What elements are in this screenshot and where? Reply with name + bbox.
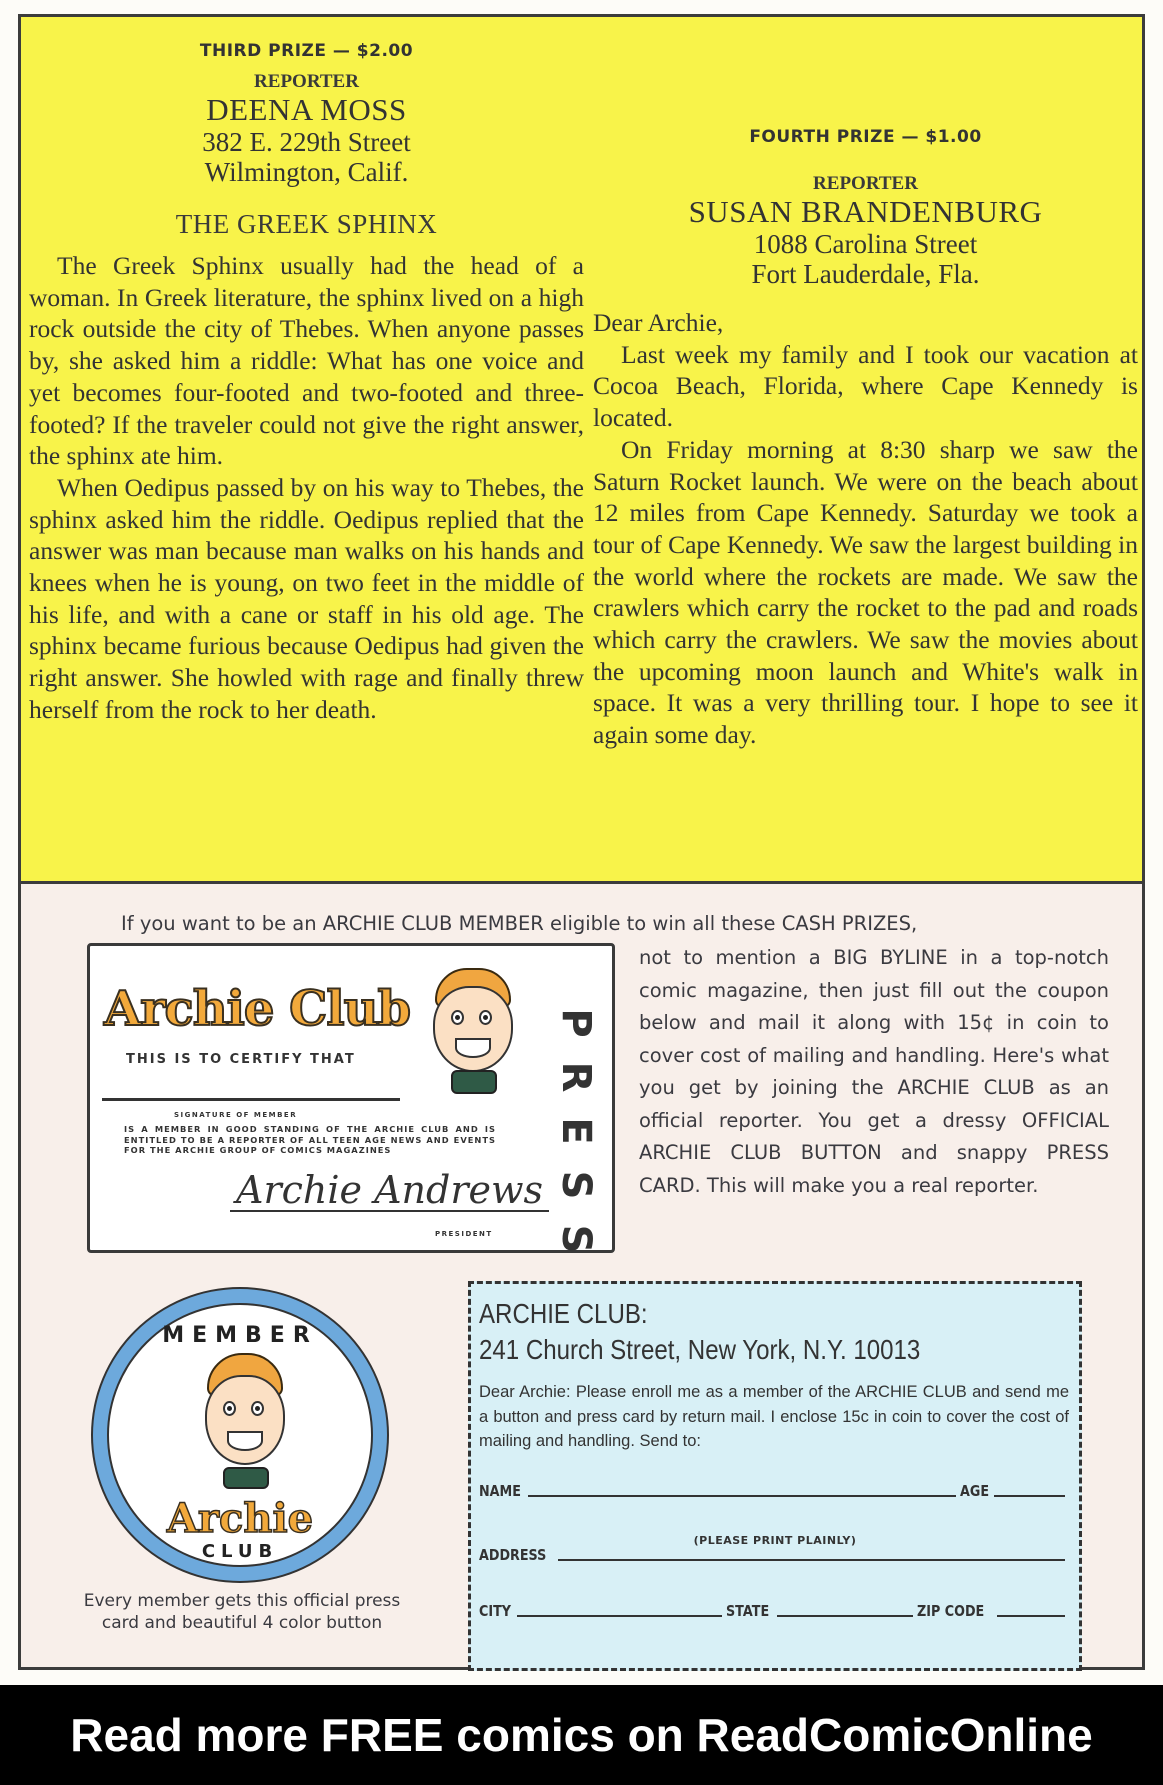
press-letter: P (553, 1008, 599, 1038)
coupon-mailing-address: 241 Church Street, New York, N.Y. 10013 (479, 1334, 921, 1365)
reporter-address-line1: 382 E. 229th Street (202, 127, 411, 157)
address-label: ADDRESS (479, 1546, 547, 1564)
member-button-bottom-text: CLUB (201, 1541, 279, 1562)
letter-salutation: Dear Archie, (593, 308, 724, 337)
coupon-message: Dear Archie: Please enroll me as a member of the ARCHIE CLUB and send me a button and press card by return mail. I enclose 15c in coin to cover the cost of mailing and handling. Send to: (479, 1383, 1069, 1450)
press-card-title: Archie Club (104, 981, 411, 1037)
letter-paragraph: On Friday morning at 8:30 sharp we saw the Saturn Rocket launch. We were on the beach about 12 miles from Cape Kennedy. Saturday we took a tour of Cape Kennedy. We saw the largest building in the world where the rockets are made. We saw the crawlers which carry the rocket to the pad and roads which carry the crawlers. We saw the movies about the upcoming moon launch and White's walk in space. It was a very thrilling tour. I hope to see it again some day. (593, 434, 1138, 750)
press-vertical-label (553, 996, 599, 1266)
press-letter: S (553, 1224, 599, 1254)
signature-label: SIGNATURE OF MEMBER (174, 1111, 298, 1119)
letter-paragraph: Last week my family and I took our vacation at Cocoa Beach, Florida, where Cape Kennedy is located. (593, 339, 1138, 433)
story-paragraph: The Greek Sphinx usually had the head of a woman. In Greek literature, the sphinx lived on a high rock outside the city of Thebes. When anyone passes by, she asked him a riddle: What has one voice and yet becomes four-footed and two-footed and three-footed? If the traveler could not give the right answer, the sphinx ate him. (29, 251, 584, 471)
reporter-label: REPORTER (254, 71, 359, 92)
age-field[interactable] (994, 1495, 1065, 1497)
reporter-name: DEENA MOSS (206, 92, 407, 127)
press-card (87, 943, 615, 1253)
press-letter: E (553, 1117, 599, 1145)
press-letter: S (553, 1170, 599, 1200)
name-field[interactable] (528, 1495, 955, 1497)
third-prize-column (29, 17, 584, 726)
prize-winners-panel (21, 17, 1142, 884)
reporter-name: SUSAN BRANDENBURG (688, 194, 1043, 229)
promo-body-text: not to mention a BIG BYLINE in a top-notch comic magazine, then just fill out the coupon below and mail it along with 15¢ in coin to cover cost of mailing and handling. Here's what you get by joining the ARCHIE CLUB as an official reporter. You get a dressy OFFICIAL ARCHIE CLUB BUTTON and snappy PRESS CARD. This will make you a real reporter. (639, 946, 1109, 1197)
caption-line: card and beautiful 4 color button (101, 1613, 383, 1633)
letter-body (593, 307, 1138, 751)
address-row (479, 1546, 1069, 1564)
member-button-badge (91, 1287, 389, 1583)
member-button-face (107, 1303, 373, 1567)
third-prize-heading: THIRD PRIZE — $2.00 (199, 41, 414, 61)
state-label: STATE (725, 1602, 770, 1620)
president-signature: Archie Andrews (230, 1170, 549, 1212)
promo-banner[interactable] (0, 1685, 1163, 1785)
name-age-row (479, 1482, 1069, 1500)
press-card-fine-print: IS A MEMBER IN GOOD STANDING OF THE ARCHIE CLUB AND IS ENTITLED TO BE A REPORTER OF ALL TEEN AGE NEWS AND EVENTS FOR THE ARCHIE GROUP OF COMICS MAGAZINES (124, 1124, 496, 1155)
fourth-prize-heading: FOURTH PRIZE — $1.00 (749, 127, 982, 147)
age-label: AGE (959, 1482, 989, 1500)
signature-line (102, 1098, 400, 1101)
zip-field[interactable] (997, 1615, 1065, 1617)
archie-face-icon (197, 1351, 292, 1491)
print-plainly-hint: (PLEASE PRINT PLAINLY) (693, 1534, 857, 1547)
comic-page (18, 14, 1145, 1670)
story-title: THE GREEK SPHINX (175, 209, 438, 239)
caption-line: Every member gets this official press (83, 1591, 401, 1611)
president-label: PRESIDENT (435, 1230, 493, 1238)
archie-club-ad (21, 884, 1142, 1667)
address-field[interactable] (558, 1559, 1065, 1561)
coupon-header (479, 1296, 920, 1368)
name-label: NAME (479, 1482, 521, 1500)
archie-face-icon (425, 966, 520, 1096)
state-field[interactable] (777, 1615, 914, 1617)
story-paragraph: When Oedipus passed by on his way to Thebes, the sphinx asked him the riddle. Oedipus replied that the answer was man because man walks on his hands and knees when he is young, on two feet in the middle of his life, and with a cane or staff in his old age. The sphinx became furious because Oedipus had given the right answer. She howled with rage and finally threw herself from the rock to her death. (29, 472, 584, 724)
member-button-brand: Archie (166, 1495, 314, 1542)
reporter-address-line1: 1088 Carolina Street (753, 229, 978, 259)
reporter-address-line2: Wilmington, Calif. (204, 157, 409, 187)
reporter-label: REPORTER (813, 173, 918, 194)
press-letter: R (553, 1061, 599, 1093)
promo-lead-text: If you want to be an ARCHIE CLUB MEMBER eligible to win all these CASH PRIZES, (121, 912, 918, 935)
member-button-top-text: MEMBER (162, 1323, 318, 1348)
fourth-prize-column (593, 17, 1138, 751)
banner-text: Read more FREE comics on ReadComicOnline (70, 1709, 1093, 1761)
city-field[interactable] (517, 1615, 722, 1617)
reporter-address-line2: Fort Lauderdale, Fla. (751, 259, 980, 289)
zip-label: ZIP CODE (917, 1602, 985, 1620)
coupon-title: ARCHIE CLUB: (479, 1298, 648, 1329)
enrollment-coupon (468, 1281, 1082, 1671)
press-card-certify: THIS IS TO CERTIFY THAT (126, 1052, 356, 1067)
city-label: CITY (479, 1602, 512, 1620)
member-button-caption (77, 1590, 407, 1634)
city-state-zip-row (479, 1602, 1069, 1620)
story-body (29, 250, 584, 726)
